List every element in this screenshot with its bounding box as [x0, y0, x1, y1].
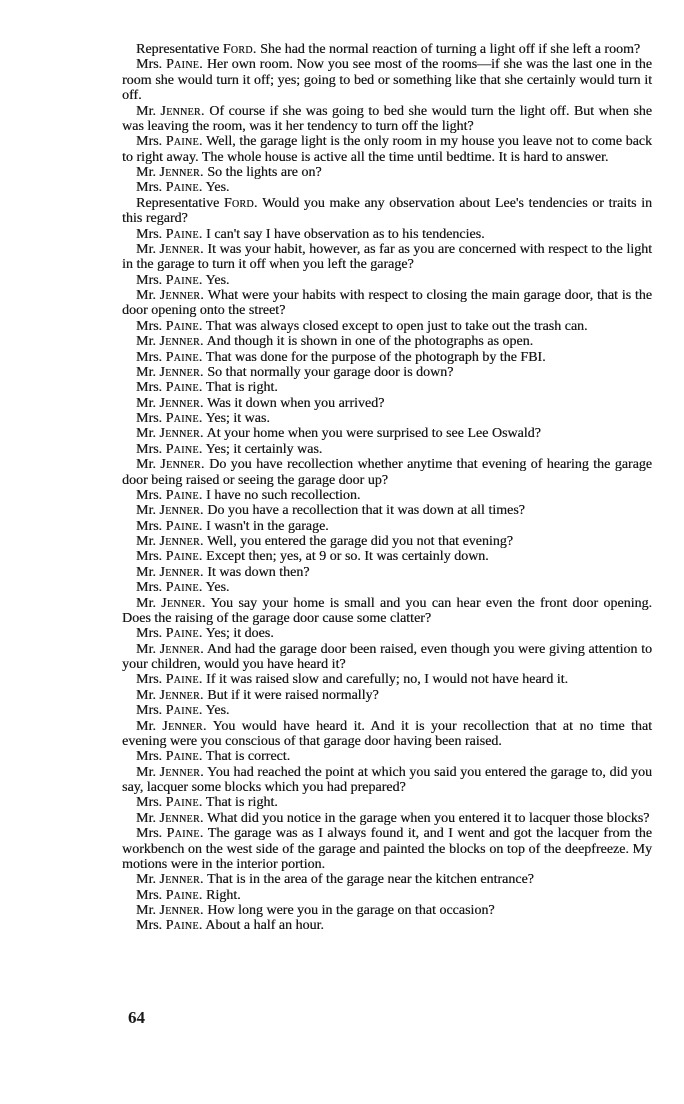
statement-text: If it was raised slow and carefully; no, I would not have heard it. [206, 672, 568, 688]
speaker-title: Mrs. [136, 180, 163, 196]
statement-text: That is in the area of the garage near the kitchen entrance? [206, 872, 534, 888]
speaker-name: Jenner. [159, 641, 204, 657]
testimony-paragraph [122, 719, 652, 750]
statement-text: Would you make any observation about Lee's tendencies or traits in this regard? [122, 195, 653, 227]
speaker-name: Jenner. [159, 288, 205, 303]
statement-text: Well, the garage light is the only room in my house you leave not to come back to right away. The whole house is active all the time until bedtime. It is hard to answer. [122, 134, 653, 165]
testimony-paragraph [122, 826, 652, 872]
statement-text: Yes; it was. [205, 411, 270, 426]
speaker-name: Jenner. [159, 687, 204, 703]
testimony-paragraph [122, 104, 652, 135]
speaker-name: Paine. [165, 918, 203, 934]
testimony-paragraph [122, 242, 652, 273]
statement-text: How long were you in the garage on that occasion? [207, 903, 495, 918]
speaker-title: Mr. [136, 810, 156, 826]
speaker-title: Mrs. [136, 487, 163, 503]
testimony-paragraph [122, 872, 652, 887]
statement-text: And had the garage door been raised, even though you were giving attention to your children, would you have heard it? [122, 641, 653, 672]
statement-text: The garage was as I always found it, and I went and got the lacquer from the workbench on the west side of the garage and painted the blocks on top of the deepfreeze. My motions were in the interior portion. [122, 826, 652, 872]
speaker-name: Paine. [165, 411, 203, 426]
speaker-name: Paine. [165, 134, 203, 150]
testimony-paragraph [122, 688, 652, 703]
speaker-title: Mr. [136, 241, 156, 257]
speaker-title: Mrs. [136, 411, 163, 426]
speaker-title: Mr. [136, 718, 156, 734]
testimony-paragraph [122, 703, 652, 718]
statement-text: That is right. [205, 380, 278, 396]
testimony-paragraph [122, 626, 652, 641]
testimony-paragraph [122, 42, 652, 57]
statement-text: Yes. [205, 580, 230, 596]
statement-text: She had the normal reaction of turning a light off if she left a room? [260, 42, 641, 57]
speaker-title: Mr. [136, 687, 156, 703]
testimony-paragraph [122, 457, 652, 488]
speaker-name: Paine. [165, 318, 203, 334]
speaker-title: Mrs. [136, 749, 163, 765]
statement-text: That is right. [205, 795, 278, 811]
testimony-paragraph [122, 642, 652, 673]
speaker-name: Paine. [165, 441, 203, 457]
statement-text: Her own room. Now you see most of the rooms—if she was the last one in the room she would turn it off; yes; going to bed or something like that she certainly would turn it off. [122, 57, 652, 104]
speaker-title: Mrs. [136, 518, 163, 534]
statement-text: Was it down when you arrived? [206, 395, 385, 411]
testimony-paragraph [122, 165, 652, 180]
speaker-title: Representative [136, 195, 220, 211]
speaker-title: Mrs. [136, 57, 163, 73]
speaker-title: Mr. [136, 288, 156, 303]
testimony-paragraph [122, 749, 652, 764]
testimony-paragraph [122, 488, 652, 503]
speaker-name: Jenner. [160, 103, 205, 119]
speaker-name: Jenner. [162, 718, 207, 734]
statement-text: And though it is shown in one of the photographs as open. [206, 334, 534, 350]
speaker-title: Mr. [136, 503, 156, 519]
testimony-paragraph [122, 549, 652, 564]
statement-text: What did you notice in the garage when you entered it to lacquer those blocks? [206, 810, 650, 826]
speaker-title: Mr. [136, 641, 156, 657]
speaker-name: Jenner. [159, 534, 204, 549]
speaker-name: Jenner. [159, 395, 204, 411]
testimony-paragraph [122, 580, 652, 595]
testimony-paragraph [122, 503, 652, 518]
testimony-paragraph [122, 365, 652, 380]
testimony-paragraph [122, 350, 652, 365]
speaker-name: Jenner. [159, 810, 204, 826]
statement-text: It was your habit, however, as far as you are concerned with respect to the light in the garage to turn it off when you left the garage? [122, 241, 652, 273]
speaker-title: Mrs. [136, 318, 163, 334]
testimony-paragraph [122, 411, 652, 426]
speaker-title: Mr. [136, 103, 156, 119]
speaker-name: Jenner. [159, 503, 204, 519]
speaker-name: Jenner. [159, 764, 204, 780]
speaker-title: Mrs. [136, 795, 163, 811]
testimony-paragraph [122, 442, 652, 457]
statement-text: It was down then? [207, 564, 310, 580]
speaker-name: Paine. [165, 795, 203, 811]
speaker-title: Mrs. [136, 626, 163, 642]
speaker-name: Jenner. [159, 872, 204, 888]
speaker-name: Ford. [222, 42, 257, 57]
statement-text: I wasn't in the garage. [206, 518, 329, 534]
statement-text: Do you have a recollection that it was down at all times? [207, 503, 525, 519]
testimony-paragraph [122, 227, 652, 242]
testimony-paragraph [122, 672, 652, 687]
speaker-name: Jenner. [159, 903, 204, 918]
statement-text: You would have heard it. And it is your recollection that at no time that evening were you conscious of that garage door having been raised. [122, 718, 653, 749]
statement-text: I have no such recollection. [206, 487, 361, 503]
testimony-paragraph [122, 765, 652, 796]
speaker-name: Paine. [165, 487, 203, 503]
speaker-title: Mrs. [136, 441, 163, 457]
statement-text: Yes; it certainly was. [205, 441, 323, 457]
speaker-name: Paine. [165, 57, 203, 73]
testimony-paragraph [122, 134, 652, 165]
statement-text: But if it were raised normally? [207, 687, 379, 703]
testimony-paragraph [122, 918, 652, 933]
speaker-name: Paine. [165, 672, 203, 688]
testimony-paragraph [122, 57, 652, 103]
speaker-name: Paine. [165, 749, 203, 765]
testimony-paragraph [122, 196, 652, 227]
speaker-name: Jenner. [159, 564, 204, 580]
statement-text: You say your home is small and you can hear even the front door opening. Does the raising of the garage door cause some clatter? [122, 595, 652, 626]
speaker-title: Mrs. [136, 826, 163, 842]
speaker-name: Paine. [166, 826, 204, 842]
speaker-title: Mrs. [136, 918, 163, 934]
statement-text: What were your habits with respect to closing the main garage door, that is the door opening onto the street? [122, 288, 653, 319]
speaker-title: Mr. [136, 903, 156, 918]
speaker-title: Mr. [136, 395, 156, 411]
testimony-paragraph [122, 319, 652, 334]
testimony-paragraph [122, 534, 652, 549]
statement-text: Except then; yes, at 9 or so. It was certainly down. [206, 549, 489, 565]
speaker-title: Mr. [136, 564, 156, 580]
testimony-paragraph [122, 888, 652, 903]
speaker-name: Jenner. [159, 241, 204, 257]
statement-text: Of course if she was going to bed she would turn the light off. But when she was leaving the room, was it her tendency to turn off the light? [122, 103, 653, 134]
statement-text: That was done for the purpose of the photograph by the FBI. [205, 349, 546, 365]
speaker-title: Representative [136, 42, 220, 57]
testimony-paragraph [122, 903, 652, 918]
speaker-title: Mrs. [136, 134, 163, 150]
testimony-paragraph [122, 380, 652, 395]
statement-text: You had reached the point at which you said you entered the garage to, did you say, lacquer some blocks which you had prepared? [122, 764, 653, 795]
testimony-paragraph [122, 426, 652, 441]
speaker-title: Mr. [136, 364, 156, 380]
speaker-name: Paine. [165, 887, 203, 903]
speaker-name: Ford. [223, 195, 258, 211]
speaker-title: Mrs. [136, 580, 163, 596]
speaker-title: Mr. [136, 426, 156, 442]
speaker-name: Paine. [165, 703, 203, 719]
speaker-name: Paine. [165, 349, 203, 365]
statement-text: That is correct. [205, 749, 291, 765]
speaker-title: Mr. [136, 457, 156, 473]
testimony-paragraph [122, 596, 652, 627]
statement-text: Well, you entered the garage did you not that evening? [206, 534, 513, 549]
testimony-paragraph [122, 396, 652, 411]
speaker-title: Mr. [136, 872, 156, 888]
speaker-name: Jenner. [159, 165, 204, 180]
statement-text: About a half an hour. [205, 918, 324, 934]
testimony-paragraph [122, 795, 652, 810]
speaker-name: Paine. [165, 518, 203, 534]
speaker-title: Mr. [136, 165, 156, 180]
speaker-name: Paine. [165, 226, 203, 242]
statement-text: Yes. [205, 180, 230, 196]
testimony-paragraph [122, 273, 652, 288]
statement-text: I can't say I have observation as to his tendencies. [206, 226, 485, 242]
testimony-paragraph [122, 565, 652, 580]
testimony-body [122, 42, 652, 934]
speaker-title: Mrs. [136, 672, 163, 688]
speaker-name: Jenner. [159, 426, 204, 442]
testimony-paragraph [122, 288, 652, 319]
page-number: 64 [128, 1008, 145, 1027]
speaker-title: Mrs. [136, 226, 163, 242]
speaker-title: Mrs. [136, 703, 163, 719]
speaker-title: Mr. [136, 534, 156, 549]
statement-text: That was always closed except to open just to take out the trash can. [205, 318, 588, 334]
statement-text: Do you have recollection whether anytime that evening of hearing the garage door being raised or seeing the garage door up? [122, 457, 653, 488]
statement-text: At your home when you were surprised to see Lee Oswald? [206, 426, 541, 442]
speaker-name: Paine. [165, 580, 203, 596]
speaker-name: Paine. [165, 626, 203, 642]
testimony-paragraph [122, 334, 652, 349]
testimony-paragraph [122, 180, 652, 195]
speaker-name: Jenner. [160, 457, 205, 473]
speaker-title: Mrs. [136, 380, 163, 396]
speaker-name: Paine. [165, 549, 203, 565]
speaker-name: Jenner. [161, 595, 206, 611]
speaker-name: Paine. [165, 380, 203, 396]
speaker-name: Jenner. [159, 364, 204, 380]
speaker-title: Mr. [136, 764, 156, 780]
speaker-title: Mrs. [136, 272, 163, 288]
speaker-name: Paine. [165, 180, 203, 196]
statement-text: Right. [206, 887, 241, 903]
statement-text: Yes; it does. [205, 626, 274, 642]
testimony-paragraph [122, 519, 652, 534]
speaker-title: Mr. [136, 595, 156, 611]
speaker-title: Mrs. [136, 349, 163, 365]
speaker-title: Mrs. [136, 887, 163, 903]
speaker-title: Mrs. [136, 549, 163, 565]
statement-text: So the lights are on? [207, 165, 322, 180]
statement-text: Yes. [205, 703, 230, 719]
speaker-title: Mr. [136, 334, 156, 350]
speaker-name: Paine. [165, 272, 203, 288]
statement-text: Yes. [205, 272, 230, 288]
speaker-name: Jenner. [159, 334, 204, 350]
testimony-paragraph [122, 811, 652, 826]
statement-text: So that normally your garage door is down? [207, 364, 454, 380]
